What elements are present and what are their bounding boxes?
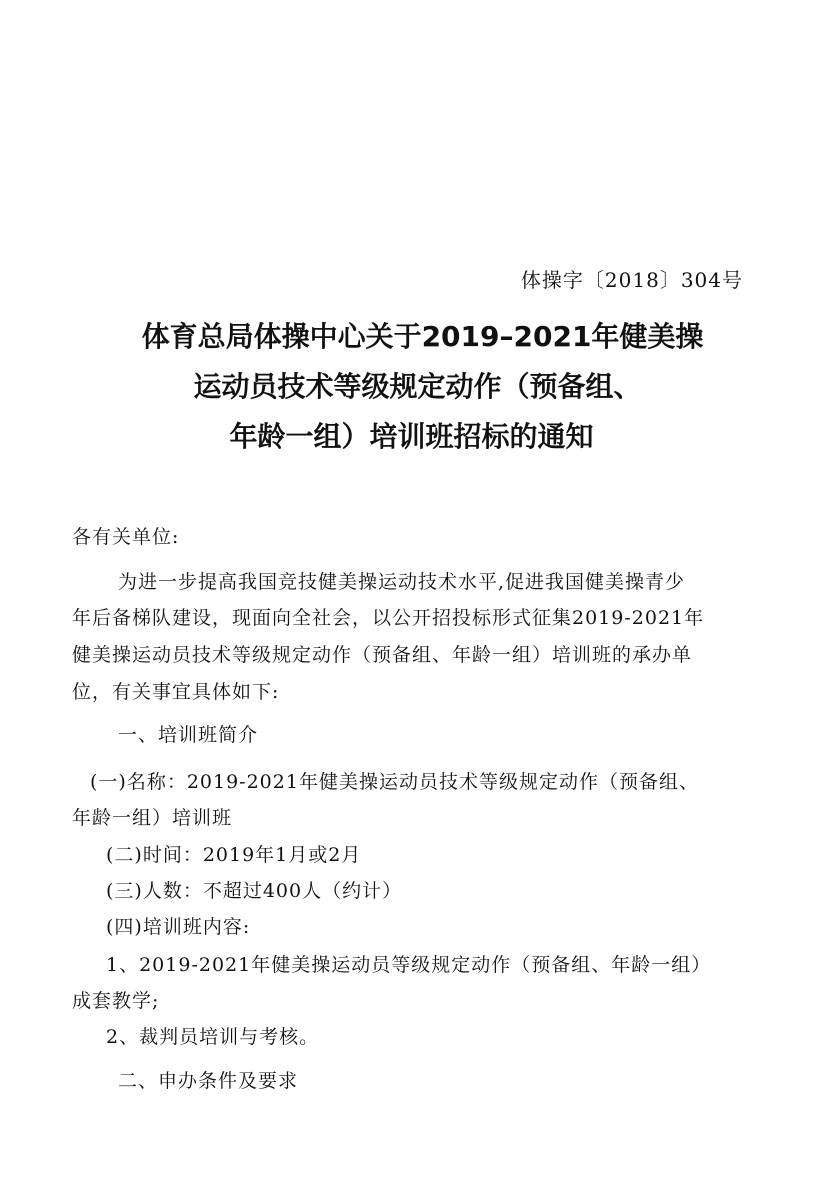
- content-2: 2、裁判员培训与考核。: [106, 1026, 320, 1048]
- content-1-line-1: 1、2019-2021年健美操运动员等级规定动作（预备组、年龄一组）: [106, 954, 712, 976]
- content-1-line-2: 成套教学;: [72, 990, 160, 1012]
- item-4: (四)培训班内容:: [106, 916, 251, 938]
- section-1-heading: 一、培训班简介: [118, 724, 259, 746]
- title-line-1: 体育总局体操中心关于2019–2021年健美操: [141, 320, 704, 353]
- intro-line-3: 健美操运动员技术等级规定动作（预备组、年龄一组）培训班的承办单: [72, 644, 693, 666]
- title-line-2: 运动员技术等级规定动作（预备组、: [193, 370, 642, 403]
- salutation: 各有关单位:: [72, 526, 180, 548]
- section-2-heading: 二、申办条件及要求: [118, 1070, 299, 1092]
- intro-line-2: 年后备梯队建设，现面向全社会，以公开招投标形式征集2019-2021年: [72, 607, 705, 629]
- item-1-line-1: (一)名称：2019-2021年健美操运动员技术等级规定动作（预备组、: [90, 771, 699, 793]
- item-3: (三)人数：不超过400人（约计）: [106, 880, 403, 902]
- title-line-3: 年龄一组）培训班招标的通知: [229, 420, 594, 453]
- document-title: [0, 312, 835, 462]
- item-2: (二)时间：2019年1月或2月: [106, 844, 362, 866]
- intro-line-4: 位，有关事宜具体如下:: [72, 681, 280, 703]
- item-1-line-2: 年龄一组）培训班: [72, 807, 233, 829]
- document-number: 体操字〔2018〕304号: [520, 268, 743, 292]
- intro-line-1: 为进一步提高我国竞技健美操运动技术水平,促进我国健美操青少: [118, 571, 686, 593]
